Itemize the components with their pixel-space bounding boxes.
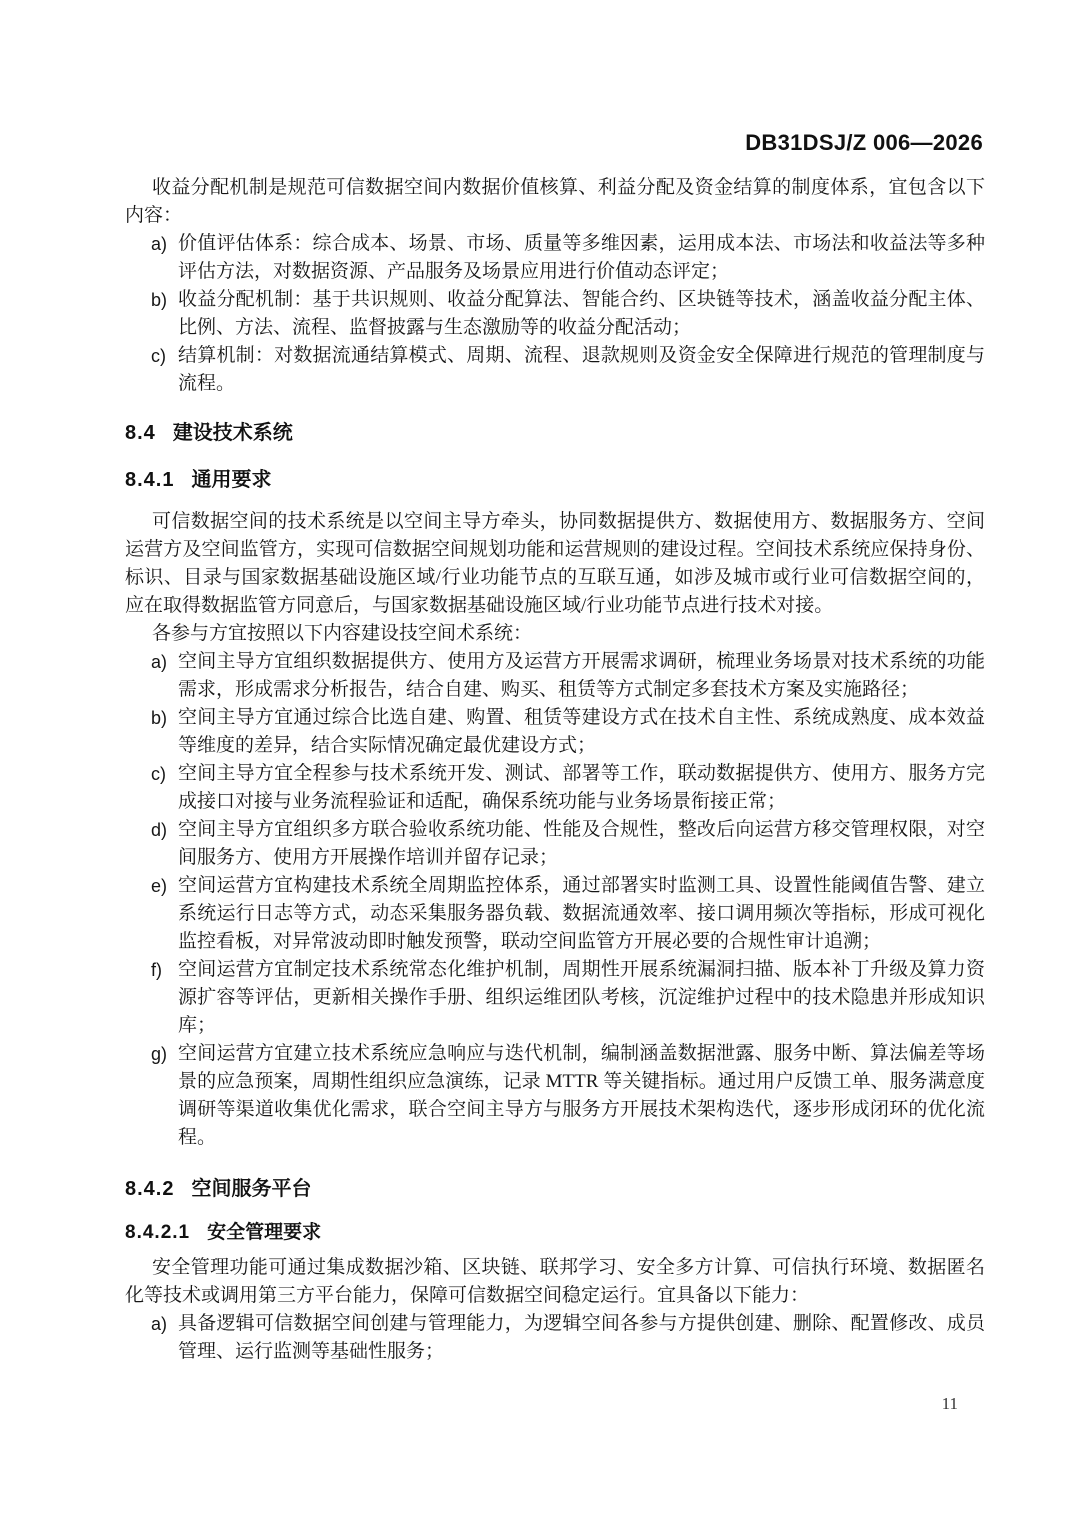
list-security-capabilities: [125, 1310, 985, 1366]
list-item-text: 空间运营方宜制定技术系统常态化维护机制，周期性开展系统漏洞扫描、版本补丁升级及算力资源扩容等评估，更新相关操作手册、组织运维团队考核，沉淀维护过程中的技术隐患并形成知识库；: [178, 959, 985, 1036]
list-item-text: 空间运营方宜构建技术系统全周期监控体系，通过部署实时监测工具、设置性能阈值告警、建立系统运行日志等方式，动态采集服务器负载、数据流通效率、接口调用频次等指标，形成可视化监控看板，对异常波动即时触发预警，联动空间监管方开展必要的合规性审计追溯；: [178, 875, 985, 952]
list-item-label: a): [151, 234, 168, 254]
list-item-text: 空间运营方宜建立技术系统应急响应与迭代机制，编制涵盖数据泄露、服务中断、算法偏差等场景的应急预案，周期性组织应急演练，记录 MTTR 等关键指标。通过用户反馈工单、服务满意度调研等渠道收集优化需求，联合空间主导方与服务方开展技术架构迭代，逐步形成闭环的优化流程。: [178, 1043, 985, 1148]
section-title: 通用要求: [191, 469, 272, 491]
list-item-text: 具备逻辑可信数据空间创建与管理能力，为逻辑空间各参与方提供创建、删除、配置修改、成员管理、运行监测等基础性服务；: [178, 1313, 985, 1362]
section-heading-8-4-2-1: [125, 1220, 985, 1246]
list-item-label: e): [151, 876, 168, 896]
list-item-text: 空间主导方宜通过综合比选自建、购置、租赁等建设方式在技术自主性、系统成熟度、成本效益等维度的差异，结合实际情况确定最优建设方式；: [178, 707, 985, 756]
list-item-text: 空间主导方宜组织多方联合验收系统功能、性能及合规性，整改后向运营方移交管理权限，对空间服务方、使用方开展操作培训并留存记录；: [178, 819, 985, 868]
standard-number: DB31DSJ/Z 006—2026: [745, 130, 983, 155]
section-heading-8-4: [125, 420, 985, 446]
list-item-label: b): [151, 708, 168, 728]
list-item: [125, 1310, 985, 1366]
list-item-label: g): [151, 1044, 168, 1064]
section-number: 8.4.2.1: [125, 1222, 191, 1243]
paragraph-8-4-1-body: 可信数据空间的技术系统是以空间主导方牵头，协同数据提供方、数据使用方、数据服务方、空间运营方及空间监管方，实现可信数据空间规划功能和运营规则的建设过程。空间技术系统应保持身份、标识、目录与国家数据基础设施区域/行业功能节点的互联互通，如涉及城市或行业可信数据空间的，应在取得数据监管方同意后，与国家数据基础设施区域/行业功能节点进行技术对接。: [125, 511, 985, 616]
section-number: 8.4: [125, 422, 156, 444]
list-item-label: d): [151, 820, 168, 840]
list-item-text: 空间主导方宜组织数据提供方、使用方及运营方开展需求调研，梳理业务场景对技术系统的功能需求，形成需求分析报告，结合自建、购买、租赁等方式制定多套技术方案及实施路径；: [178, 651, 985, 700]
list-item: [125, 760, 985, 816]
list-item-label: a): [151, 652, 168, 672]
list-item-label: f): [151, 960, 162, 980]
list-item: [125, 230, 985, 286]
paragraph-8-4-1-lead-in: 各参与方宜按照以下内容建设技空间术系统：: [152, 623, 533, 644]
section-number: 8.4.1: [125, 469, 175, 491]
running-header: [125, 130, 983, 156]
list-item-label: c): [151, 346, 166, 366]
list-item-label: b): [151, 290, 168, 310]
section-heading-8-4-1: [125, 467, 985, 493]
paragraph-8-4-2-1-body: 安全管理功能可通过集成数据沙箱、区块链、联邦学习、安全多方计算、可信执行环境、数据匿名化等技术或调用第三方平台能力，保障可信数据空间稳定运行。宜具备以下能力：: [125, 1257, 985, 1306]
section-heading-8-4-2: [125, 1176, 985, 1202]
list-item-text: 空间主导方宜全程参与技术系统开发、测试、部署等工作，联动数据提供方、使用方、服务方完成接口对接与业务流程验证和适配，确保系统功能与业务场景衔接正常；: [178, 763, 985, 812]
list-item: [125, 956, 985, 1040]
list-item: [125, 286, 985, 342]
list-item: [125, 704, 985, 760]
list-item: [125, 872, 985, 956]
list-item-text: 收益分配机制：基于共识规则、收益分配算法、智能合约、区块链等技术，涵盖收益分配主体、比例、方法、流程、监督披露与生态激励等的收益分配活动；: [178, 289, 985, 338]
list-item-text: 结算机制：对数据流通结算模式、周期、流程、退款规则及资金安全保障进行规范的管理制度与流程。: [178, 345, 985, 394]
list-item-label: c): [151, 764, 166, 784]
section-number: 8.4.2: [125, 1178, 175, 1200]
page-content: [125, 174, 985, 1366]
list-technical-system: [125, 648, 985, 1152]
section-title: 空间服务平台: [191, 1178, 312, 1200]
list-item: [125, 816, 985, 872]
section-title: 建设技术系统: [172, 422, 293, 444]
list-revenue-mechanism: [125, 230, 985, 398]
list-item-label: a): [151, 1314, 168, 1334]
list-item: [125, 342, 985, 398]
paragraph-revenue-intro: 收益分配机制是规范可信数据空间内数据价值核算、利益分配及资金结算的制度体系，宜包含以下内容：: [125, 177, 985, 226]
list-item: [125, 1040, 985, 1152]
page-number: 11: [941, 1394, 958, 1413]
list-item-text: 价值评估体系：综合成本、场景、市场、质量等多维因素，运用成本法、市场法和收益法等多种评估方法，对数据资源、产品服务及场景应用进行价值动态评定；: [178, 233, 985, 282]
section-title: 安全管理要求: [207, 1222, 322, 1243]
list-item: [125, 648, 985, 704]
